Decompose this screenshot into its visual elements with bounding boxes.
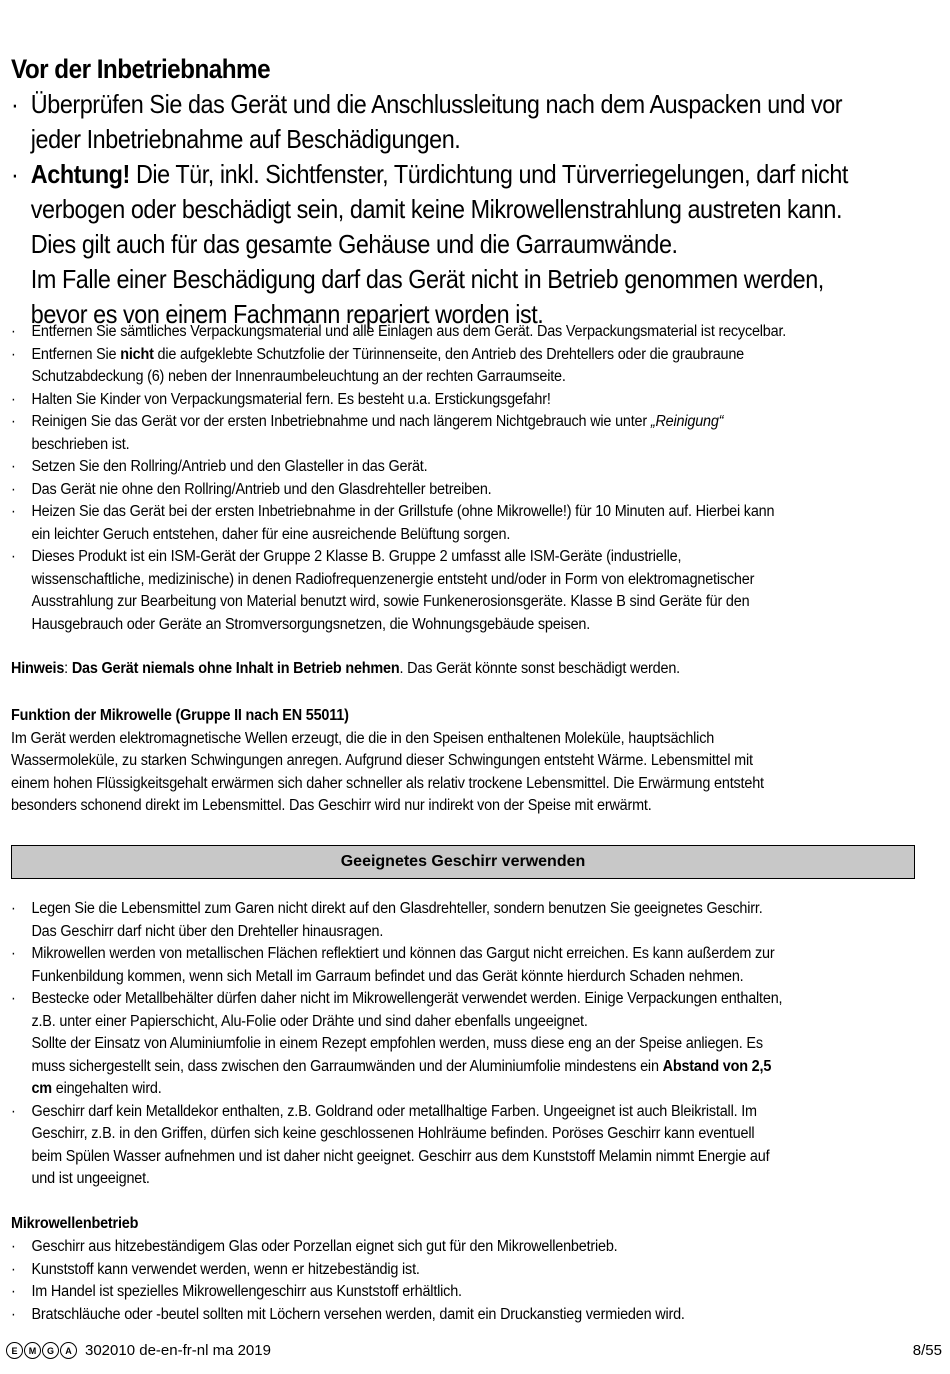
microwave-mode-heading: Mikrowellenbetrieb	[11, 1215, 139, 1232]
list-item: · Reinigen Sie das Gerät vor der ersten Inbetriebnahme und nach längerem Nichtgebrauch wie unter „Reinigung“	[11, 413, 724, 430]
list-item: · Geschirr darf kein Metalldekor enthalten, z.B. Goldrand oder metallhaltige Farben. Ungeeignet ist auch Bleikristall. Im	[11, 1102, 757, 1120]
list-item: · Das Gerät nie ohne den Rollring/Antrieb und den Glasdrehteller betreiben.	[11, 480, 492, 498]
function-section: Funktion der Mikrowelle (Gruppe II nach EN 55011) Im Gerät werden elektromagnetische Wellen erzeugt, die die in den Speisen enthaltenen Moleküle, hauptsächlich Wassermoleküle, zu starken Schwingungen anregen. Aufgrund dieser Schwingungen entsteht Wärme. Lebensmittel mit einem hohen Flüssigkeitsgehalt erwärmen sich daher schneller als relativ trockene Lebensmittel. Die Erwärmung entsteht besonders schonend direkt im Lebensmittel. Das Geschirr wird nur indirekt von der Speise mit erwärmt.	[11, 707, 764, 814]
list-item: · Legen Sie die Lebensmittel zum Garen nicht direkt auf den Glasdrehteller, sondern benutzen Sie geeignetes Geschirr.	[11, 900, 763, 917]
list-item: · Im Handel ist spezielles Mikrowellengeschirr aus Kunststoff erhältlich.	[11, 1283, 462, 1300]
section-heading: Vor der Inbetriebnahme	[11, 54, 271, 84]
section-banner: Geeignetes Geschirr verwenden	[11, 845, 915, 879]
page-footer	[6, 1342, 271, 1359]
list-item: · Geschirr aus hitzebeständigem Glas oder Porzellan eignet sich gut für den Mikrowellenbetrieb.	[11, 1238, 618, 1255]
document-code: 302010 de-en-fr-nl ma 2019	[85, 1342, 271, 1359]
list-item: · Kunststoff kann verwendet werden, wenn er hitzebeständig ist.	[11, 1260, 420, 1278]
list-item: · Dieses Produkt ist ein ISM-Gerät der Gruppe 2 Klasse B. Gruppe 2 umfasst alle ISM-Geräte (industrielle,	[11, 548, 682, 565]
large-bullet-list: · Überprüfen Sie das Gerät und die Anschlussleitung nach dem Auspacken und vor jeder Inbetriebnahme auf Beschädigungen. · Achtung! Die Tür, inkl. Sichtfenster, Türdichtung und Türverriegelungen, darf nicht verbogen oder beschädigt sein, damit keine Mikrowellenstrahlung austreten kann. Dies gilt auch für das gesamte Gehäuse und die Garraumwände. Im Falle einer Beschädigung darf das Gerät nicht in Betrieb genommen werden, bevor es von einem Fachmann repariert worden ist.	[11, 89, 848, 329]
list-item: · Bestecke oder Metallbehälter dürfen daher nicht im Mikrowellengerät verwendet werden. Einige Verpackungen enthalten,	[11, 990, 783, 1007]
emga-logo: E M G A	[6, 1342, 77, 1359]
microwave-mode-list	[11, 1236, 735, 1326]
preparation-list: · Entfernen Sie sämtliches Verpackungsmaterial und alle Einlagen aus dem Gerät. Das Verpackungsmaterial ist recycelbar. · Entfernen Sie nicht die aufgeklebte Schutzfolie der Türinnenseite, den Antrieb des Drehtellers oder die graubraune Schutzabdeckung (6) neben der Innenraumbeleuchtung an der rechten Garraumseite. · Halten Sie Kinder von Verpackungsmaterial fern. Es besteht u.a. Erstickungsgefahr! · Reinigen Sie das Gerät vor der ersten Inbetriebnahme und nach längerem Nichtgebrauch wie unter „Reinigung“ beschrieben ist. · Setzen Sie den Rollring/Antrieb und den Glasteller in das Gerät. · Das Gerät nie ohne den Rollring/Antrieb und den Glasdrehteller betreiben. · Heizen Sie das Gerät bei der ersten Inbetriebnahme in der Grillstufe (ohne Mikrowelle!) für 10 Minuten auf. Hierbei kann ein leichter Geruch entstehen, daher für eine ausreichende Belüftung sorgen. · Dieses Produkt ist ein ISM-Gerät der Gruppe 2 Klasse B. Gruppe 2 umfasst alle ISM-Geräte (industrielle, wissenschaftliche, medizinische) in denen Radiofrequenzenergie entsteht und/oder in Form von elektromagnetischer Ausstrahlung zur Bearbeitung von Material benutzt wird, sowie Funkenerosionsgeräte. Klasse B sind Geräte für den Hausgebrauch oder Geräte an Stromversorgungsnetzen, die Wohnungsgebäude speisen.	[11, 323, 787, 633]
subsection-heading: Funktion der Mikrowelle (Gruppe II nach EN 55011)	[11, 707, 349, 724]
note: Hinweis: Das Gerät niemals ohne Inhalt in Betrieb nehmen. Das Gerät könnte sonst beschädigt werden.	[11, 660, 680, 677]
list-item-continuation: jeder Inbetriebnahme auf Beschädigungen.	[30, 124, 461, 154]
list-item: · Heizen Sie das Gerät bei der ersten Inbetriebnahme in der Grillstufe (ohne Mikrowelle!) für 10 Minuten auf. Hierbei kann	[11, 503, 775, 520]
cookware-list: · Legen Sie die Lebensmittel zum Garen nicht direkt auf den Glasdrehteller, sondern benutzen Sie geeignetes Geschirr. Das Geschirr darf nicht über den Drehteller hinausragen. · Mikrowellen werden von metallischen Flächen reflektiert und können das Gargut nicht erreichen. Es kann außerdem zur Funkenbildung kommen, wenn sich Metall im Garraum befindet und das Gerät könnte hierdurch Schaden nehmen. · Bestecke oder Metallbehälter dürfen daher nicht im Mikrowellengerät verwendet werden. Einige Verpackungen enthalten, z.B. unter einer Papierschicht, Alu-Folie oder Drähte und sind daher ebenfalls ungeeignet. Sollte der Einsatz von Aluminiumfolie in einem Rezept empfohlen werden, muss diese eng an der Speise anliegen. Es muss sichergestellt sein, dass zwischen den Garraumwänden und der Aluminiumfolie mindestens ein Abstand von 2,5 cm eingehalten wird. · Geschirr darf kein Metalldekor enthalten, z.B. Goldrand oder metallhaltige Farben. Ungeeignet ist auch Bleikristall. Im Geschirr, z.B. in den Griffen, dürfen sich keine geschlossenen Hohlräume befinden. Poröses Geschirr kann eventuell beim Spülen Wasser aufnehmen und ist daher nicht geeignet. Geschirr aus dem Kunststoff Melamin nimmt Energie auf und ist ungeeignet.	[11, 900, 783, 1187]
list-item: · Achtung! Die Tür, inkl. Sichtfenster, Türdichtung und Türverriegelungen, darf nicht	[11, 159, 848, 189]
list-item: · Entfernen Sie sämtliches Verpackungsmaterial und alle Einlagen aus dem Gerät. Das Verpackungsmaterial ist recycelbar.	[11, 323, 787, 340]
list-item: · Bratschläuche oder -beutel sollten mit Löchern versehen werden, damit ein Druckanstieg vermieden wird.	[11, 1305, 685, 1323]
page-number: 8/55	[912, 1342, 942, 1359]
warning-label: Achtung!	[30, 159, 130, 189]
list-item: · Entfernen Sie nicht die aufgeklebte Schutzfolie der Türinnenseite, den Antrieb des Drehtellers oder die graubraune	[11, 345, 745, 363]
list-item: · Setzen Sie den Rollring/Antrieb und den Glasteller in das Gerät.	[11, 458, 428, 475]
list-item: · Überprüfen Sie das Gerät und die Anschlussleitung nach dem Auspacken und vor	[11, 89, 843, 119]
list-item: · Halten Sie Kinder von Verpackungsmaterial fern. Es besteht u.a. Erstickungsgefahr!	[11, 390, 551, 408]
list-item: · Mikrowellen werden von metallischen Flächen reflektiert und können das Gargut nicht erreichen. Es kann außerdem zur	[11, 945, 775, 962]
